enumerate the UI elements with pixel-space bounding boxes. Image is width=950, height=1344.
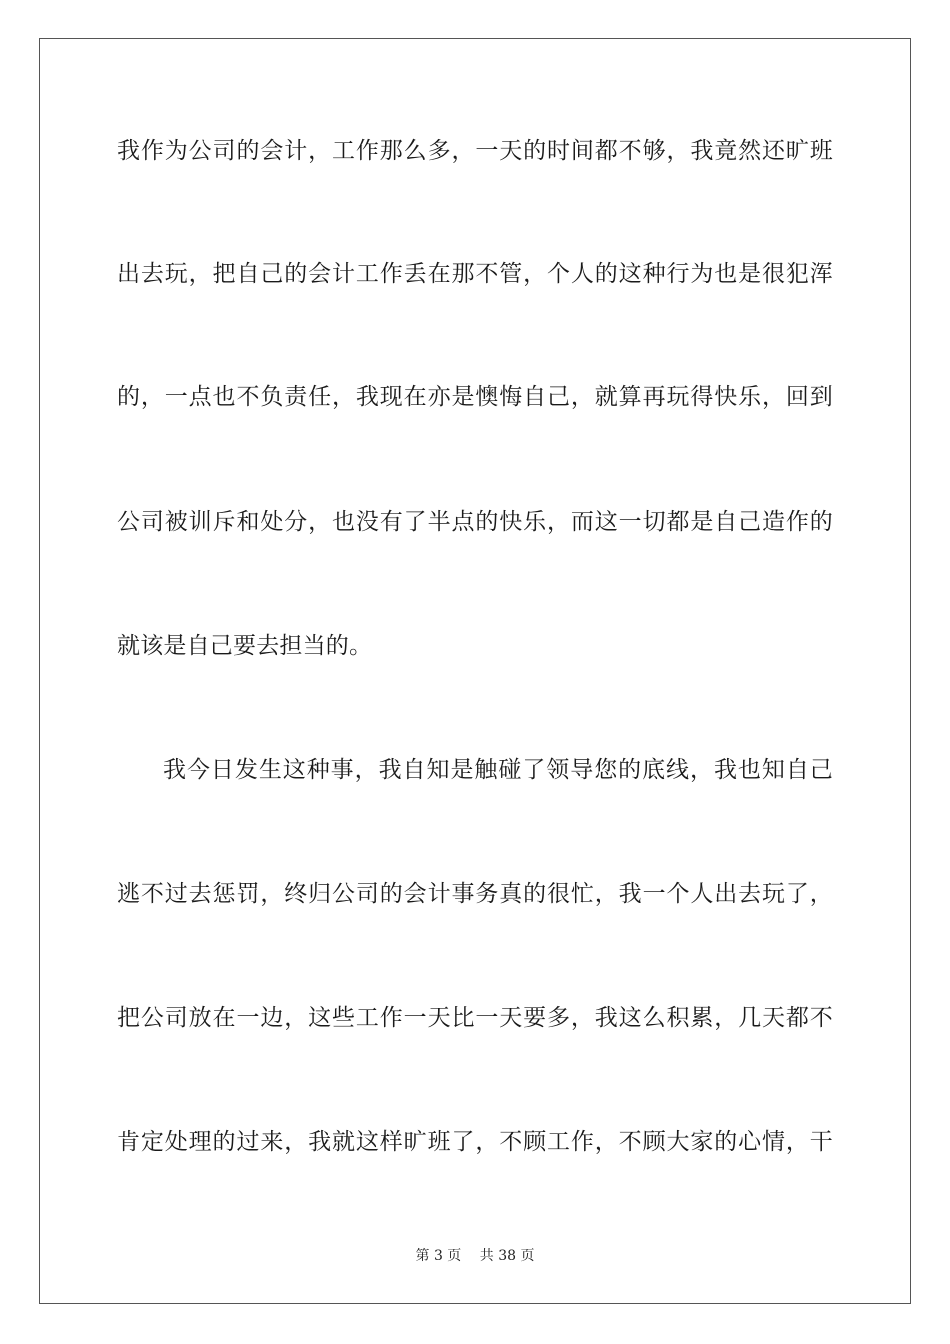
paragraph-1-line-5: 就该是自己要去担当的。 (117, 633, 373, 659)
total-pages: 共 38 页 (479, 1248, 535, 1264)
paragraph-1-line-1: 我作为公司的会计，工作那么多，一天的时间都不够，我竟然还旷班 (117, 138, 833, 164)
page-footer (0, 1247, 950, 1265)
page-number: 第 3 页 (415, 1248, 462, 1264)
page-border (39, 38, 911, 1304)
paragraph-1-line-3: 的，一点也不负责任，我现在亦是懊悔自己，就算再玩得快乐，回到 (117, 384, 833, 410)
paragraph-1-line-4: 公司被训斥和处分，也没有了半点的快乐，而这一切都是自己造作的 (117, 509, 833, 535)
paragraph-2-line-1: 我今日发生这种事，我自知是触碰了领导您的底线，我也知自己 (163, 757, 833, 783)
paragraph-2-line-3: 把公司放在一边，这些工作一天比一天要多，我这么积累，几天都不 (117, 1005, 833, 1031)
paragraph-1-line-2: 出去玩，把自己的会计工作丢在那不管，个人的这种行为也是很犯浑 (117, 261, 833, 287)
paragraph-2-line-2: 逃不过去惩罚，终归公司的会计事务真的很忙，我一个人出去玩了， (117, 881, 833, 907)
paragraph-2-line-4: 肯定处理的过来，我就这样旷班了，不顾工作，不顾大家的心情，干 (117, 1129, 833, 1155)
